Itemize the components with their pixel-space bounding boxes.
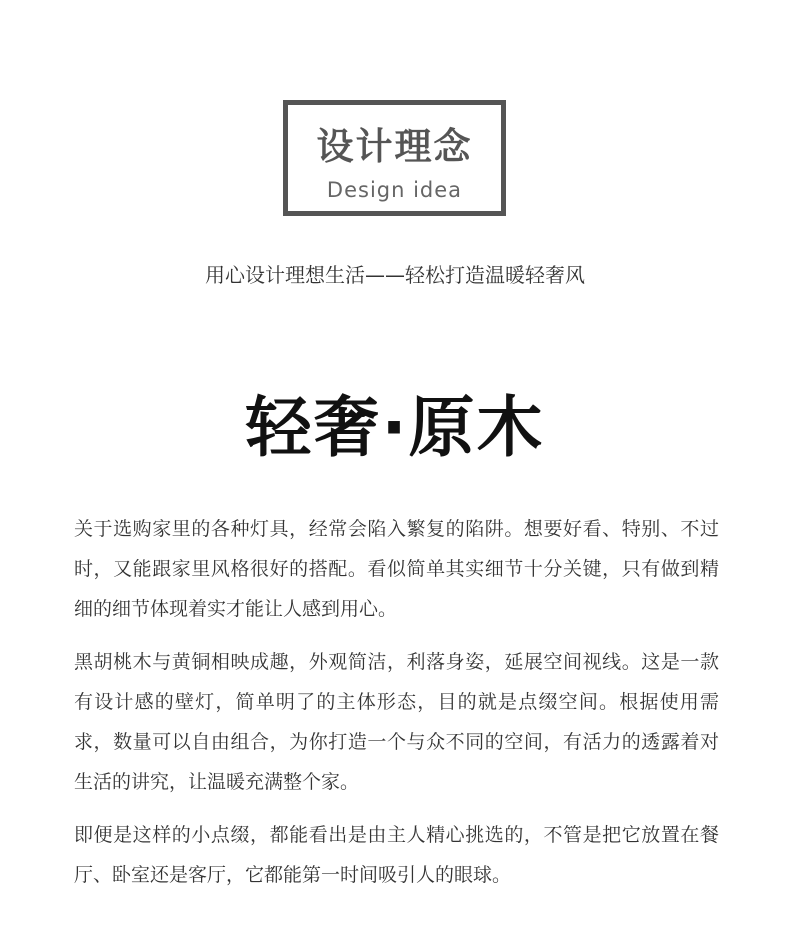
subtitle: 用心设计理想生活——轻松打造温暖轻奢风 [205,263,585,287]
design-idea-title-box [283,100,506,216]
title-english: Design idea [326,178,463,202]
body-text [74,509,719,908]
title-chinese: 设计理念 [316,125,473,168]
paragraph-2: 黑胡桃木与黄铜相映成趣，外观简洁，利落身姿，延展空间视线。这是一款有设计感的壁灯，简单明了的主体形态，目的就是点缀空间。根据使用需求，数量可以自由组合，为你打造一个与众不同的空间，有活力的透露着对生活的讲究，让温暖充满整个家。 [74,651,719,793]
paragraph-1: 关于选购家里的各种灯具，经常会陷入繁复的陷阱。想要好看、特别、不过时，又能跟家里风格很好的搭配。看似简单其实细节十分关键，只有做到精细的细节体现着实才能让人感到用心。 [74,518,719,620]
paragraph-3: 即便是这样的小点缀，都能看出是由主人精心挑选的，不管是把它放置在餐厅、卧室还是客厅，它都能第一时间吸引人的眼球。 [74,824,719,886]
section-heading: 轻奢·原木 [245,389,545,466]
